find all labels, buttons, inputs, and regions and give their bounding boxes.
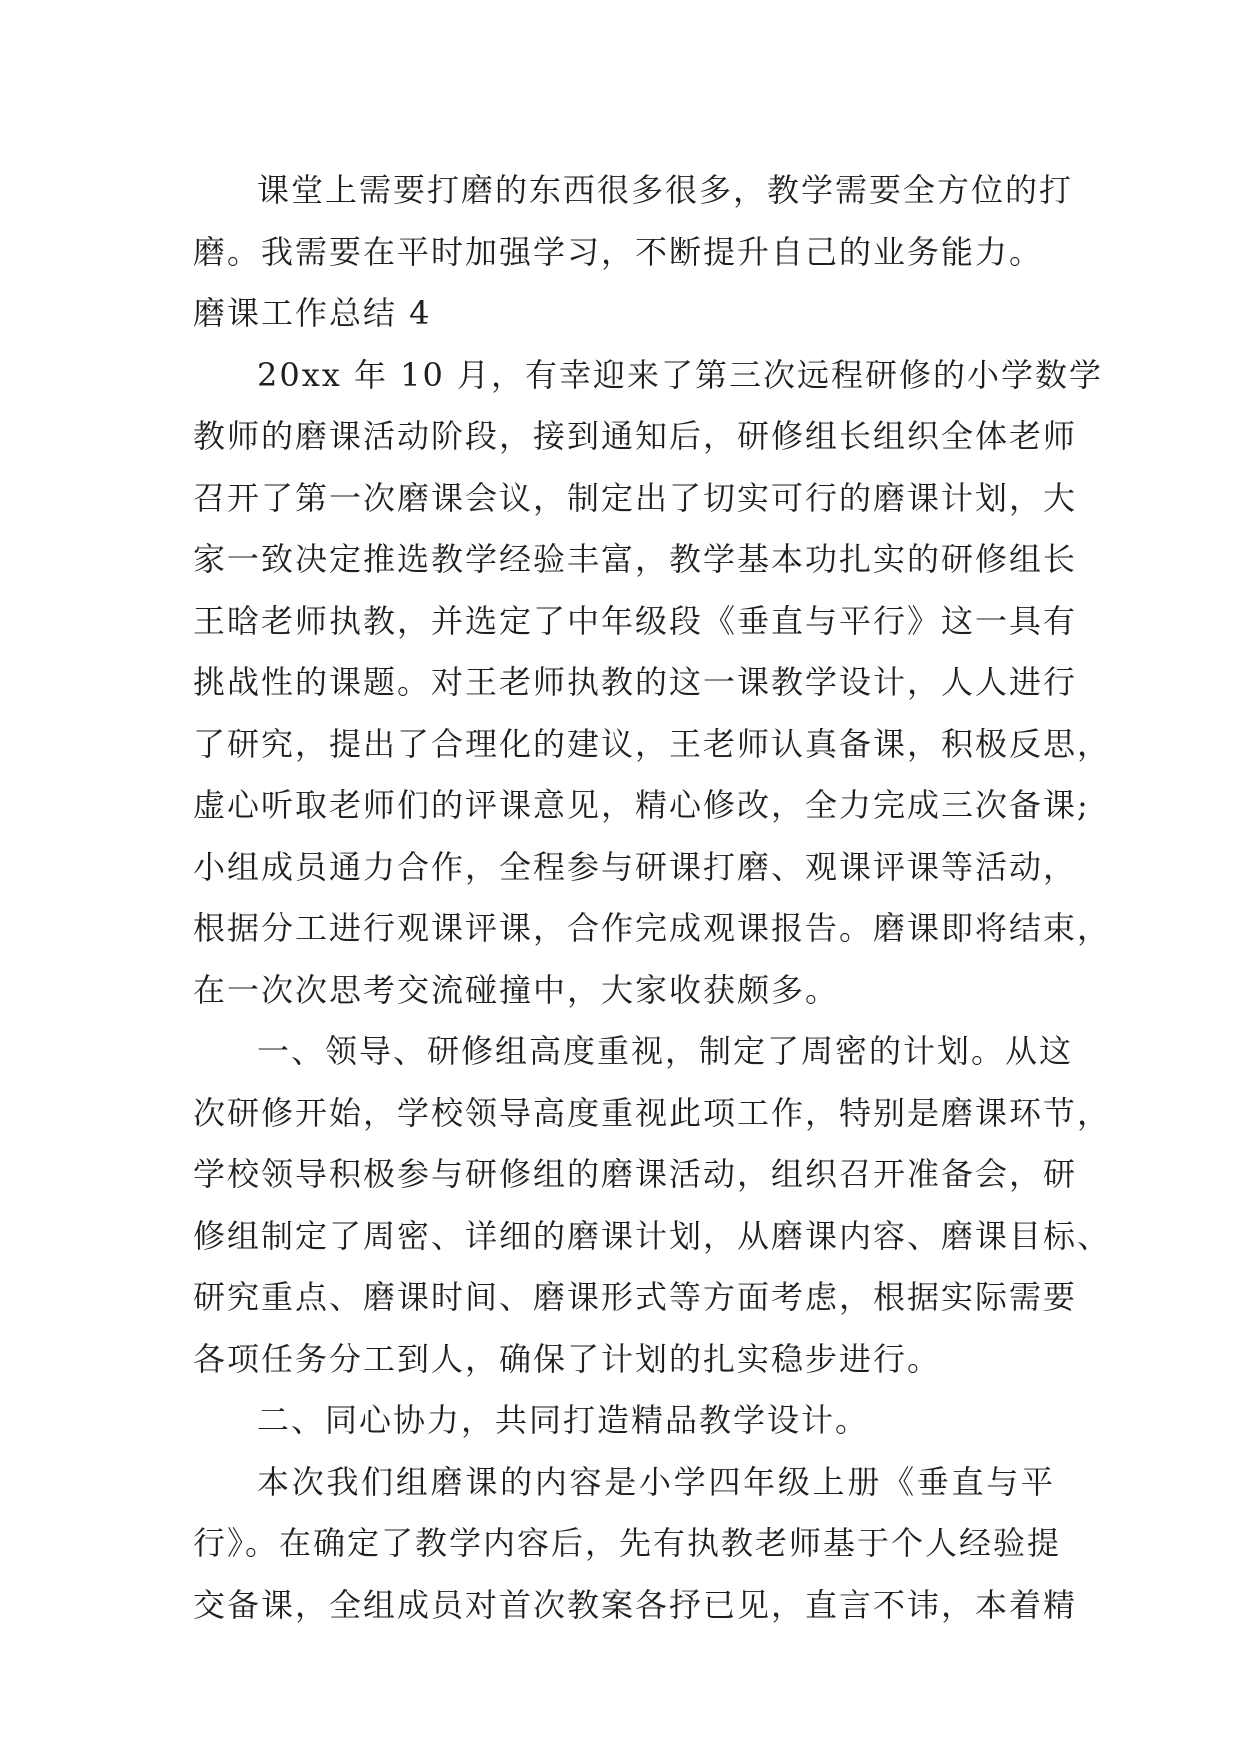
text-line: 家一致决定推选教学经验丰富，教学基本功扎实的研修组长 (193, 540, 1078, 578)
text-line: 小组成员通力合作，全程参与研课打磨、观课评课等活动， (193, 847, 1078, 886)
text-line: 在一次次思考交流碰撞中，大家收获颇多。 (193, 970, 840, 1009)
text-line: 课堂上需要打磨的东西很多很多，教学需要全方位的打 (257, 171, 1074, 209)
text-line: 20xx 年 10 月，有幸迎来了第三次远程研修的小学数学 (257, 355, 1104, 394)
text-line: 修组制定了周密、详细的磨课计划，从磨课内容、磨课目标、 (193, 1216, 1112, 1255)
text-line: 各项任务分工到人，确保了计划的扎实稳步进行。 (193, 1339, 942, 1378)
text-line: 交备课，全组成员对首次教案各抒已见，直言不讳，本着精 (193, 1585, 1078, 1624)
text-line: 了研究，提出了合理化的建议，王老师认真备课，积极反思， (193, 724, 1112, 763)
section-heading: 磨课工作总结 4 (193, 294, 432, 332)
text-line: 学校领导积极参与研修组的磨课活动，组织召开准备会，研 (193, 1155, 1078, 1193)
text-line: 虚心听取老师们的评课意见，精心修改，全力完成三次备课; (193, 786, 1090, 824)
text-line: 研究重点、磨课时间、磨课形式等方面考虑，根据实际需要 (193, 1278, 1078, 1316)
text-line: 一、领导、研修组高度重视，制定了周密的计划。从这 (257, 1032, 1074, 1070)
text-line: 次研修开始，学校领导高度重视此项工作，特别是磨课环节， (193, 1093, 1112, 1132)
text-line: 教师的磨课活动阶段，接到通知后，研修组长组织全体老师 (193, 417, 1078, 455)
text-line: 行》。在确定了教学内容后，先有执教老师基于个人经验提 (193, 1524, 1062, 1562)
text-line: 根据分工进行观课评课，合作完成观课报告。磨课即将结束， (193, 909, 1112, 947)
document-body (193, 160, 1112, 1636)
text-line: 召开了第一次磨课会议，制定出了切实可行的磨课计划，大 (193, 478, 1078, 517)
text-line: 磨。我需要在平时加强学习，不断提升自己的业务能力。 (193, 232, 1044, 271)
text-line: 本次我们组磨课的内容是小学四年级上册《垂直与平 (257, 1462, 1055, 1501)
text-line: 挑战性的课题。对王老师执教的这一课教学设计，人人进行 (193, 663, 1078, 701)
text-line: 王晗老师执教，并选定了中年级段《垂直与平行》这一具有 (193, 601, 1078, 640)
text-line: 二、同心协力，共同打造精品教学设计。 (257, 1401, 870, 1439)
